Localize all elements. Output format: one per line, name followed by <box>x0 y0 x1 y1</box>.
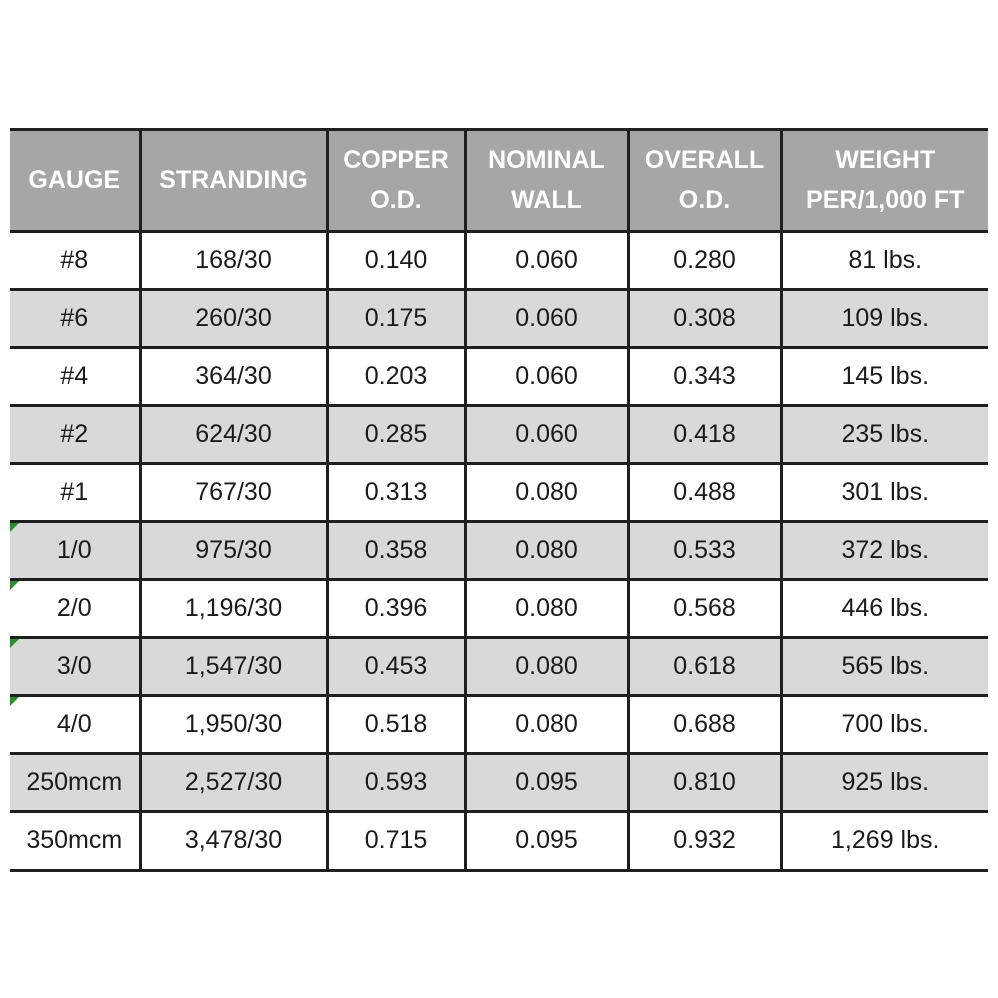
copper-od-cell <box>327 231 465 289</box>
cell-value: 700 lbs. <box>841 709 930 738</box>
cell-value: 1/0 <box>56 535 92 564</box>
weight-cell <box>781 637 988 695</box>
gauge-cell <box>10 347 140 405</box>
cell-value: 250mcm <box>26 767 123 796</box>
gauge-cell <box>10 289 140 347</box>
weight-cell <box>781 347 988 405</box>
header-overall-od: OVERALL O.D. <box>628 131 781 231</box>
table-row <box>10 811 988 869</box>
overall-od-cell <box>628 695 781 753</box>
weight-cell <box>781 231 988 289</box>
cell-value: #4 <box>60 361 89 390</box>
cell-value: 0.343 <box>673 361 736 390</box>
table-row <box>10 231 988 289</box>
gauge-cell <box>10 637 140 695</box>
gauge-cell <box>10 521 140 579</box>
copper-od-cell <box>327 405 465 463</box>
overall-od-cell <box>628 637 781 695</box>
weight-cell <box>781 289 988 347</box>
cell-value: 565 lbs. <box>841 651 930 680</box>
header-nominal-wall: NOMINAL WALL <box>465 131 628 231</box>
cell-value: #8 <box>60 245 89 274</box>
cell-value: 0.932 <box>673 826 736 855</box>
cell-value: 0.095 <box>515 826 578 855</box>
header-gauge: GAUGE <box>10 131 140 231</box>
stranding-cell <box>140 289 327 347</box>
stranding-cell <box>140 521 327 579</box>
cell-value: #1 <box>60 477 89 506</box>
nominal-wall-cell <box>465 347 628 405</box>
table-row <box>10 695 988 753</box>
nominal-wall-cell <box>465 753 628 811</box>
cell-value: 0.060 <box>515 303 578 332</box>
cell-comment-indicator-icon <box>10 639 19 648</box>
copper-od-cell <box>327 579 465 637</box>
cell-value: 0.175 <box>364 303 428 332</box>
copper-od-cell <box>327 695 465 753</box>
weight-cell <box>781 753 988 811</box>
table-row <box>10 521 988 579</box>
copper-od-cell <box>327 637 465 695</box>
cell-value: 0.280 <box>673 245 736 274</box>
cell-comment-indicator-icon <box>10 697 19 706</box>
cell-value: 2,527/30 <box>184 767 283 796</box>
cell-value: 0.313 <box>364 477 428 506</box>
cell-value: 4/0 <box>56 709 92 738</box>
gauge-cell <box>10 463 140 521</box>
cell-value: 0.080 <box>515 593 578 622</box>
cell-value: 0.568 <box>673 593 736 622</box>
nominal-wall-cell <box>465 637 628 695</box>
cell-value: 0.140 <box>364 245 428 274</box>
table-row <box>10 347 988 405</box>
weight-cell <box>781 521 988 579</box>
cell-value: 0.715 <box>364 826 428 855</box>
cell-value: 0.080 <box>515 709 578 738</box>
gauge-cell <box>10 405 140 463</box>
stranding-cell <box>140 579 327 637</box>
copper-od-cell <box>327 811 465 869</box>
overall-od-cell <box>628 521 781 579</box>
table-row <box>10 463 988 521</box>
weight-cell <box>781 695 988 753</box>
cell-value: 235 lbs. <box>841 419 930 448</box>
overall-od-cell <box>628 811 781 869</box>
gauge-cell <box>10 695 140 753</box>
gauge-cell <box>10 753 140 811</box>
cell-value: 0.060 <box>515 361 578 390</box>
overall-od-cell <box>628 753 781 811</box>
table-body <box>10 231 988 869</box>
cell-value: 0.080 <box>515 477 578 506</box>
cell-value: 0.060 <box>515 419 578 448</box>
cell-value: 350mcm <box>26 826 123 855</box>
cell-comment-indicator-icon <box>10 523 19 532</box>
overall-od-cell <box>628 405 781 463</box>
cell-value: 624/30 <box>195 419 272 448</box>
header-stranding: STRANDING <box>140 131 327 231</box>
nominal-wall-cell <box>465 521 628 579</box>
stranding-cell <box>140 637 327 695</box>
cell-value: 372 lbs. <box>841 535 930 564</box>
overall-od-cell <box>628 579 781 637</box>
cell-value: 364/30 <box>195 361 272 390</box>
cell-value: 0.688 <box>673 709 736 738</box>
cell-value: 0.095 <box>515 767 578 796</box>
cell-value: 0.203 <box>364 361 428 390</box>
table-row <box>10 405 988 463</box>
stranding-cell <box>140 463 327 521</box>
cell-value: 301 lbs. <box>841 477 930 506</box>
nominal-wall-cell <box>465 405 628 463</box>
cell-value: 0.396 <box>364 593 428 622</box>
cell-value: 260/30 <box>195 303 272 332</box>
cell-value: 1,269 lbs. <box>831 826 940 855</box>
nominal-wall-cell <box>465 289 628 347</box>
header-weight: WEIGHT PER/1,000 FT <box>781 131 988 231</box>
cell-value: 109 lbs. <box>841 303 930 332</box>
cell-value: 1,196/30 <box>184 593 283 622</box>
nominal-wall-cell <box>465 579 628 637</box>
wire-spec-table-container <box>10 128 988 872</box>
cell-value: 0.060 <box>515 245 578 274</box>
cell-value: 0.618 <box>673 651 736 680</box>
cell-value: 168/30 <box>195 245 272 274</box>
nominal-wall-cell <box>465 463 628 521</box>
weight-cell <box>781 811 988 869</box>
stranding-cell <box>140 405 327 463</box>
table-row <box>10 579 988 637</box>
copper-od-cell <box>327 521 465 579</box>
gauge-cell <box>10 811 140 869</box>
header-copper-od: COPPER O.D. <box>327 131 465 231</box>
copper-od-cell <box>327 753 465 811</box>
cell-value: 767/30 <box>195 477 272 506</box>
copper-od-cell <box>327 289 465 347</box>
cell-value: 0.418 <box>673 419 736 448</box>
cell-value: 0.518 <box>364 709 428 738</box>
table-row <box>10 753 988 811</box>
cell-value: 2/0 <box>56 593 92 622</box>
copper-od-cell <box>327 463 465 521</box>
cell-value: 0.080 <box>515 535 578 564</box>
cell-comment-indicator-icon <box>10 581 19 590</box>
cell-value: 0.810 <box>673 767 736 796</box>
cell-value: 0.080 <box>515 651 578 680</box>
cell-value: 3,478/30 <box>184 826 283 855</box>
stranding-cell <box>140 347 327 405</box>
stranding-cell <box>140 811 327 869</box>
cell-value: 446 lbs. <box>841 593 930 622</box>
stranding-cell <box>140 753 327 811</box>
table-header-row <box>10 131 988 231</box>
cell-value: 81 lbs. <box>848 245 923 274</box>
cell-value: 3/0 <box>56 651 92 680</box>
cell-value: 0.358 <box>364 535 428 564</box>
cell-value: 0.308 <box>673 303 736 332</box>
overall-od-cell <box>628 289 781 347</box>
overall-od-cell <box>628 231 781 289</box>
stranding-cell <box>140 231 327 289</box>
table-row <box>10 289 988 347</box>
cell-value: 0.488 <box>673 477 736 506</box>
nominal-wall-cell <box>465 695 628 753</box>
overall-od-cell <box>628 347 781 405</box>
cell-value: 0.285 <box>364 419 428 448</box>
weight-cell <box>781 579 988 637</box>
overall-od-cell <box>628 463 781 521</box>
cell-value: 925 lbs. <box>841 767 930 796</box>
weight-cell <box>781 405 988 463</box>
cell-value: 145 lbs. <box>841 361 930 390</box>
cell-value: 975/30 <box>195 535 272 564</box>
nominal-wall-cell <box>465 811 628 869</box>
table-row <box>10 637 988 695</box>
copper-od-cell <box>327 347 465 405</box>
wire-spec-table <box>10 131 988 869</box>
cell-value: #2 <box>60 419 89 448</box>
stranding-cell <box>140 695 327 753</box>
cell-value: 1,547/30 <box>184 651 283 680</box>
cell-value: 0.453 <box>364 651 428 680</box>
gauge-cell <box>10 231 140 289</box>
cell-value: 1,950/30 <box>184 709 283 738</box>
cell-value: #6 <box>60 303 89 332</box>
weight-cell <box>781 463 988 521</box>
cell-value: 0.533 <box>673 535 736 564</box>
cell-value: 0.593 <box>364 767 428 796</box>
gauge-cell <box>10 579 140 637</box>
nominal-wall-cell <box>465 231 628 289</box>
